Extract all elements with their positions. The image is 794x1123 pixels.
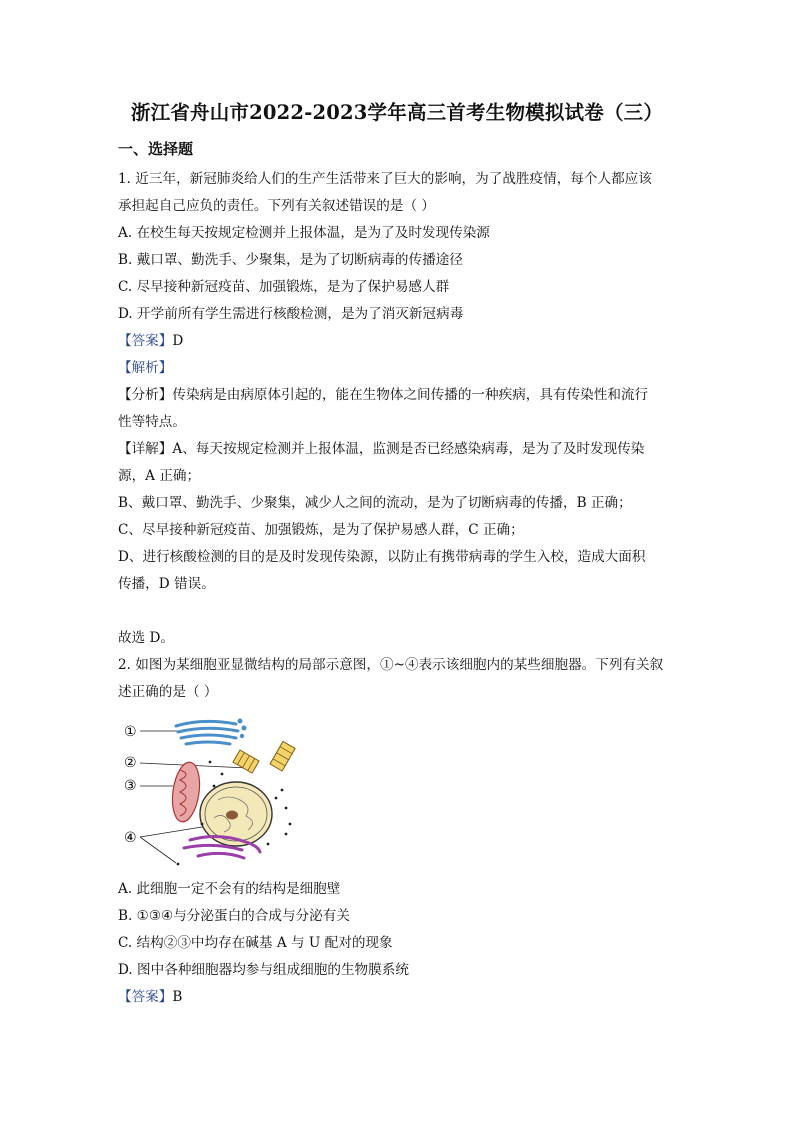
centrosome <box>233 741 295 773</box>
golgi-vesicles <box>238 719 247 739</box>
diagram-label-3: ③ <box>124 778 137 794</box>
q1-xiangjie-line1 <box>118 440 644 458</box>
answer-value: B <box>172 989 183 1005</box>
q2-option-d: D. 图中各种细胞器均参与组成细胞的生物膜系统 <box>118 962 409 978</box>
answer-tag: 【答案】 <box>118 989 173 1005</box>
diagram-label-4: ④ <box>124 830 137 846</box>
answer-tag: 【答案】 <box>118 333 173 349</box>
xiangjie-text: A、每天按规定检测并上报体温，监测是否已经感染病毒，是为了及时发现传染 <box>172 441 645 457</box>
q1-stem-line1: 1. 近三年，新冠肺炎给人们的生产生活带来了巨大的影响，为了战胜疫情，每个人都应该 <box>118 171 652 187</box>
document-title: 浙江省舟山市2022-2023学年高三首考生物模拟试卷（三） <box>130 101 664 124</box>
q1-conclusion: 故选 D。 <box>118 630 175 646</box>
section-heading: 一、选择题 <box>118 140 194 158</box>
q2-stem-line2: 述正确的是（ ） <box>118 684 218 700</box>
cell-diagram <box>118 716 308 868</box>
q1-fenxi-line1 <box>118 386 648 404</box>
fenxi-text: 传染病是由病原体引起的，能在生物体之间传播的一种疾病，具有传染性和流行 <box>172 387 649 403</box>
q1-xiangjie-line5: D、进行核酸检测的目的是及时发现传染源，以防止有携带病毒的学生入校，造成大面积 <box>118 549 646 565</box>
q2-stem-line1: 2. 如图为某细胞亚显微结构的局部示意图，①~④表示该细胞内的某些细胞器。下列有关叙 <box>118 657 664 673</box>
diagram-label-2: ② <box>124 755 137 771</box>
q1-xiangjie-line4: C、尽早接种新冠疫苗、加强锻炼，是为了保护易感人群，C 正确； <box>118 522 524 538</box>
q2-option-c: C. 结构②③中均存在碱基 A 与 U 配对的现象 <box>118 935 393 951</box>
analysis-tag: 【解析】 <box>118 360 173 376</box>
answer-value: D <box>172 333 184 349</box>
q1-fenxi-line2: 性等特点。 <box>118 414 186 430</box>
mitochondrion <box>169 760 203 823</box>
xiangjie-tag: 【详解】 <box>118 441 173 457</box>
q1-xiangjie-line6: 传播，D 错误。 <box>118 576 215 592</box>
diagram-label-1: ① <box>124 724 137 740</box>
golgi-apparatus <box>176 721 238 744</box>
q1-stem-line2: 承担起自己应负的责任。下列有关叙述错误的是（ ） <box>118 198 435 214</box>
q1-xiangjie-line3: B、戴口罩、勤洗手、少聚集，减少人之间的流动，是为了切断病毒的传播，B 正确； <box>118 495 632 511</box>
q1-xiangjie-line2: 源，A 正确； <box>118 468 201 484</box>
q2-option-b: B. ①③④与分泌蛋白的合成与分泌有关 <box>118 908 350 924</box>
q1-option-c: C. 尽早接种新冠疫苗、加强锻炼，是为了保护易感人群 <box>118 279 450 295</box>
q1-analysis-tag <box>118 359 172 377</box>
q2-answer <box>118 988 182 1006</box>
q1-option-b: B. 戴口罩、勤洗手、少聚集，是为了切断病毒的传播途径 <box>118 252 463 268</box>
q2-option-a: A. 此细胞一定不会有的结构是细胞壁 <box>118 881 341 897</box>
q1-answer <box>118 332 183 350</box>
fenxi-tag: 【分析】 <box>118 387 173 403</box>
q1-option-d: D. 开学前所有学生需进行核酸检测，是为了消灭新冠病毒 <box>118 306 464 322</box>
q1-option-a: A. 在校生每天按规定检测并上报体温，是为了及时发现传染源 <box>118 225 490 241</box>
